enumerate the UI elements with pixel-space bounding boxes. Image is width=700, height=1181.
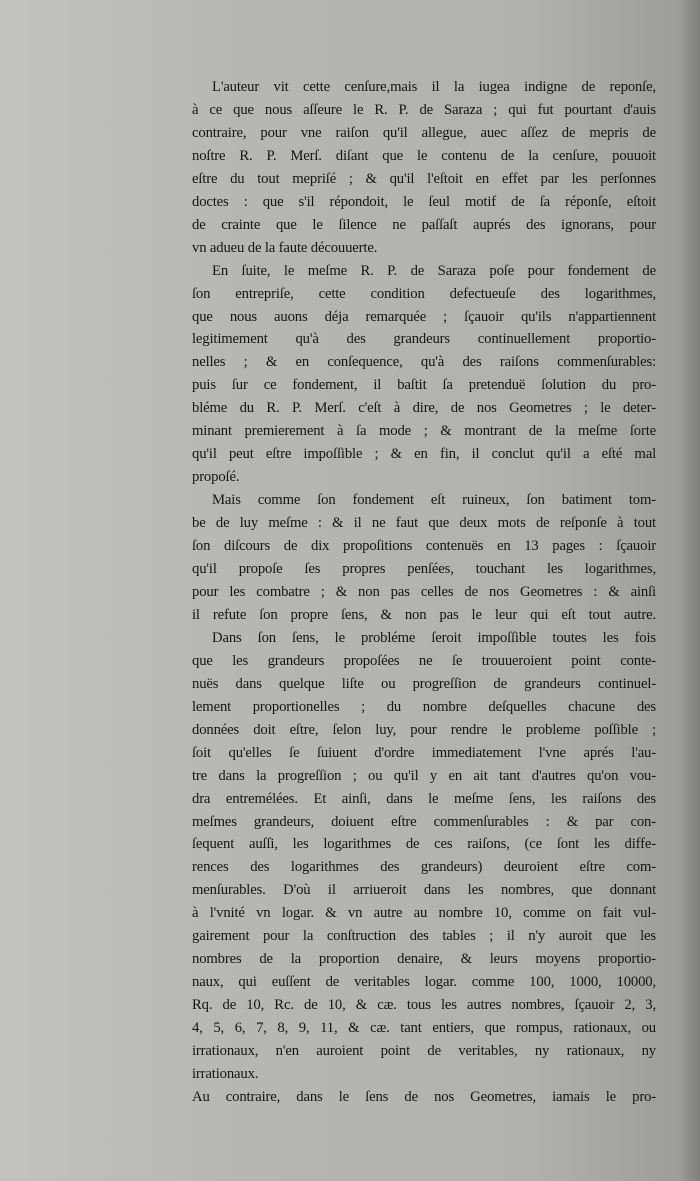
text-line: rences des logarithmes des grandeurs) deuroient eſtre com- (192, 859, 656, 876)
text-line: eſtre du tout mepriſé ; & qu'il l'eſtoit en effet par les perſonnes (192, 170, 656, 187)
text-line: be de luy meſme : & il ne faut que deux mots de reſponſe à tout (192, 515, 656, 532)
text-line: ſequent auſſi, les logarithmes de ces raiſons, (ce ſont les diffe- (192, 836, 656, 853)
text-line: naux, qui euſſent de veritables logar. comme 100, 1000, 10000, (192, 974, 656, 991)
text-line: à l'vnité vn logar. & vn autre au nombre 10, comme on fait vul- (192, 905, 656, 922)
text-line: de crainte que le ſilence ne paſſaſt auprés des ignorans, pour (192, 216, 656, 233)
text-line: à ce que nous aſſeure le R. P. de Saraza ; qui fut pourtant d'auis (192, 101, 656, 118)
text-line: vn adueu de la faute découuerte. (192, 239, 378, 256)
text-line: que les grandeurs propoſées ne ſe trouueroient point conte- (192, 652, 656, 669)
text-line: nuës dans quelque liſte ou progreſſion de grandeurs continuel- (192, 675, 656, 692)
text-line: lement proportionelles ; du nombre deſquelles chacune des (192, 698, 656, 715)
text-line: contraire, pour vne raiſon qu'il allegue, auec aſſez de mepris de (192, 124, 656, 141)
text-line: legitimement qu'à des grandeurs continuellement proportio- (192, 331, 656, 348)
text-line: En ſuite, le meſme R. P. de Saraza poſe pour fondement de (212, 262, 656, 279)
paragraph-2 (192, 260, 656, 490)
text-line: Dans ſon ſens, le probléme ſeroit impoſſible toutes les fois (212, 629, 656, 646)
text-line: ſon diſcours de dix propoſitions contenuës en 13 pages : ſçauoir (192, 538, 656, 555)
text-line: Mais comme ſon fondement eſt ruineux, ſon batiment tom- (212, 492, 656, 509)
text-line: bléme du R. P. Merſ. c'eſt à dire, de nos Geometres ; le deter- (192, 400, 656, 417)
text-line: nelles ; & en conſequence, qu'à des raiſons commenſurables: (192, 354, 656, 371)
text-line: il refute ſon propre ſens, & non pas le leur qui eſt tout autre. (192, 606, 656, 623)
text-line: Rq. de 10, Rc. de 10, & cæ. tous les autres nombres, ſçauoir 2, 3, (192, 997, 656, 1014)
text-line: nombres de la proportion denaire, & leurs moyens proportio- (192, 951, 656, 968)
text-line: puis ſur ce fondement, il baſtit ſa pretenduë ſolution du pro- (192, 377, 656, 394)
text-line: données doit eſtre, ſelon luy, pour rendre le probleme poſſible ; (192, 721, 656, 738)
text-line: tre dans la progreſſion ; ou qu'il y en ait tant d'autres qu'on vou- (192, 767, 656, 784)
text-line: 4, 5, 6, 7, 8, 9, 11, & cæ. tant entiers, que rompus, rationaux, ou (192, 1020, 656, 1037)
text-line: qu'il propoſe ſes propres penſées, touchant les logarithmes, (192, 561, 656, 578)
text-line: propoſé. (192, 469, 240, 486)
paragraph-5 (192, 1086, 656, 1109)
text-line: irrationaux. (192, 1065, 259, 1082)
text-line: ſoit qu'elles ſe ſuiuent d'ordre immediatement l'vne aprés l'au- (192, 744, 656, 761)
text-line: pour les combatre ; & non pas celles de nos Geometres : & ainſi (192, 583, 656, 600)
text-line: L'auteur vit cette cenſure,mais il la iugea indigne de reponſe, (212, 79, 656, 95)
paragraph-1 (192, 76, 656, 260)
text-line: Au contraire, dans le ſens de nos Geometres, iamais le pro- (192, 1088, 656, 1105)
text-line: qu'il peut eſtre impoſſible ; & en fin, il conclut qu'il a eſté mal (192, 446, 656, 463)
text-line: dra entremélées. Et ainſi, dans le meſme ſens, les raiſons des (192, 790, 656, 807)
page-text (192, 76, 656, 1109)
text-line: doctes : que s'il répondoit, le ſeul motif de ſa réponſe, eſtoit (192, 193, 656, 210)
text-line: que nous auons déja remarquée ; ſçauoir qu'ils n'appartiennent (192, 308, 656, 325)
text-line: meſmes grandeurs, doiuent eſtre commenſurables : & par con- (192, 813, 656, 830)
text-line: irrationaux, n'en auroient point de veritables, ny rationaux, ny (192, 1043, 656, 1060)
paragraph-3 (192, 489, 656, 627)
text-line: menſurables. D'où il arriueroit dans les nombres, que donnant (192, 882, 656, 899)
text-line: noſtre R. P. Merſ. diſant que le contenu de la cenſure, pouuoit (192, 147, 656, 164)
text-line: ſon entrepriſe, cette condition defectueuſe des logarithmes, (192, 285, 656, 302)
text-line: minant premierement à ſa mode ; & montrant de la meſme ſorte (192, 423, 656, 440)
text-line: gairement pour la conſtruction des tables ; il n'y auroit que les (192, 928, 656, 945)
paragraph-4 (192, 627, 656, 1086)
